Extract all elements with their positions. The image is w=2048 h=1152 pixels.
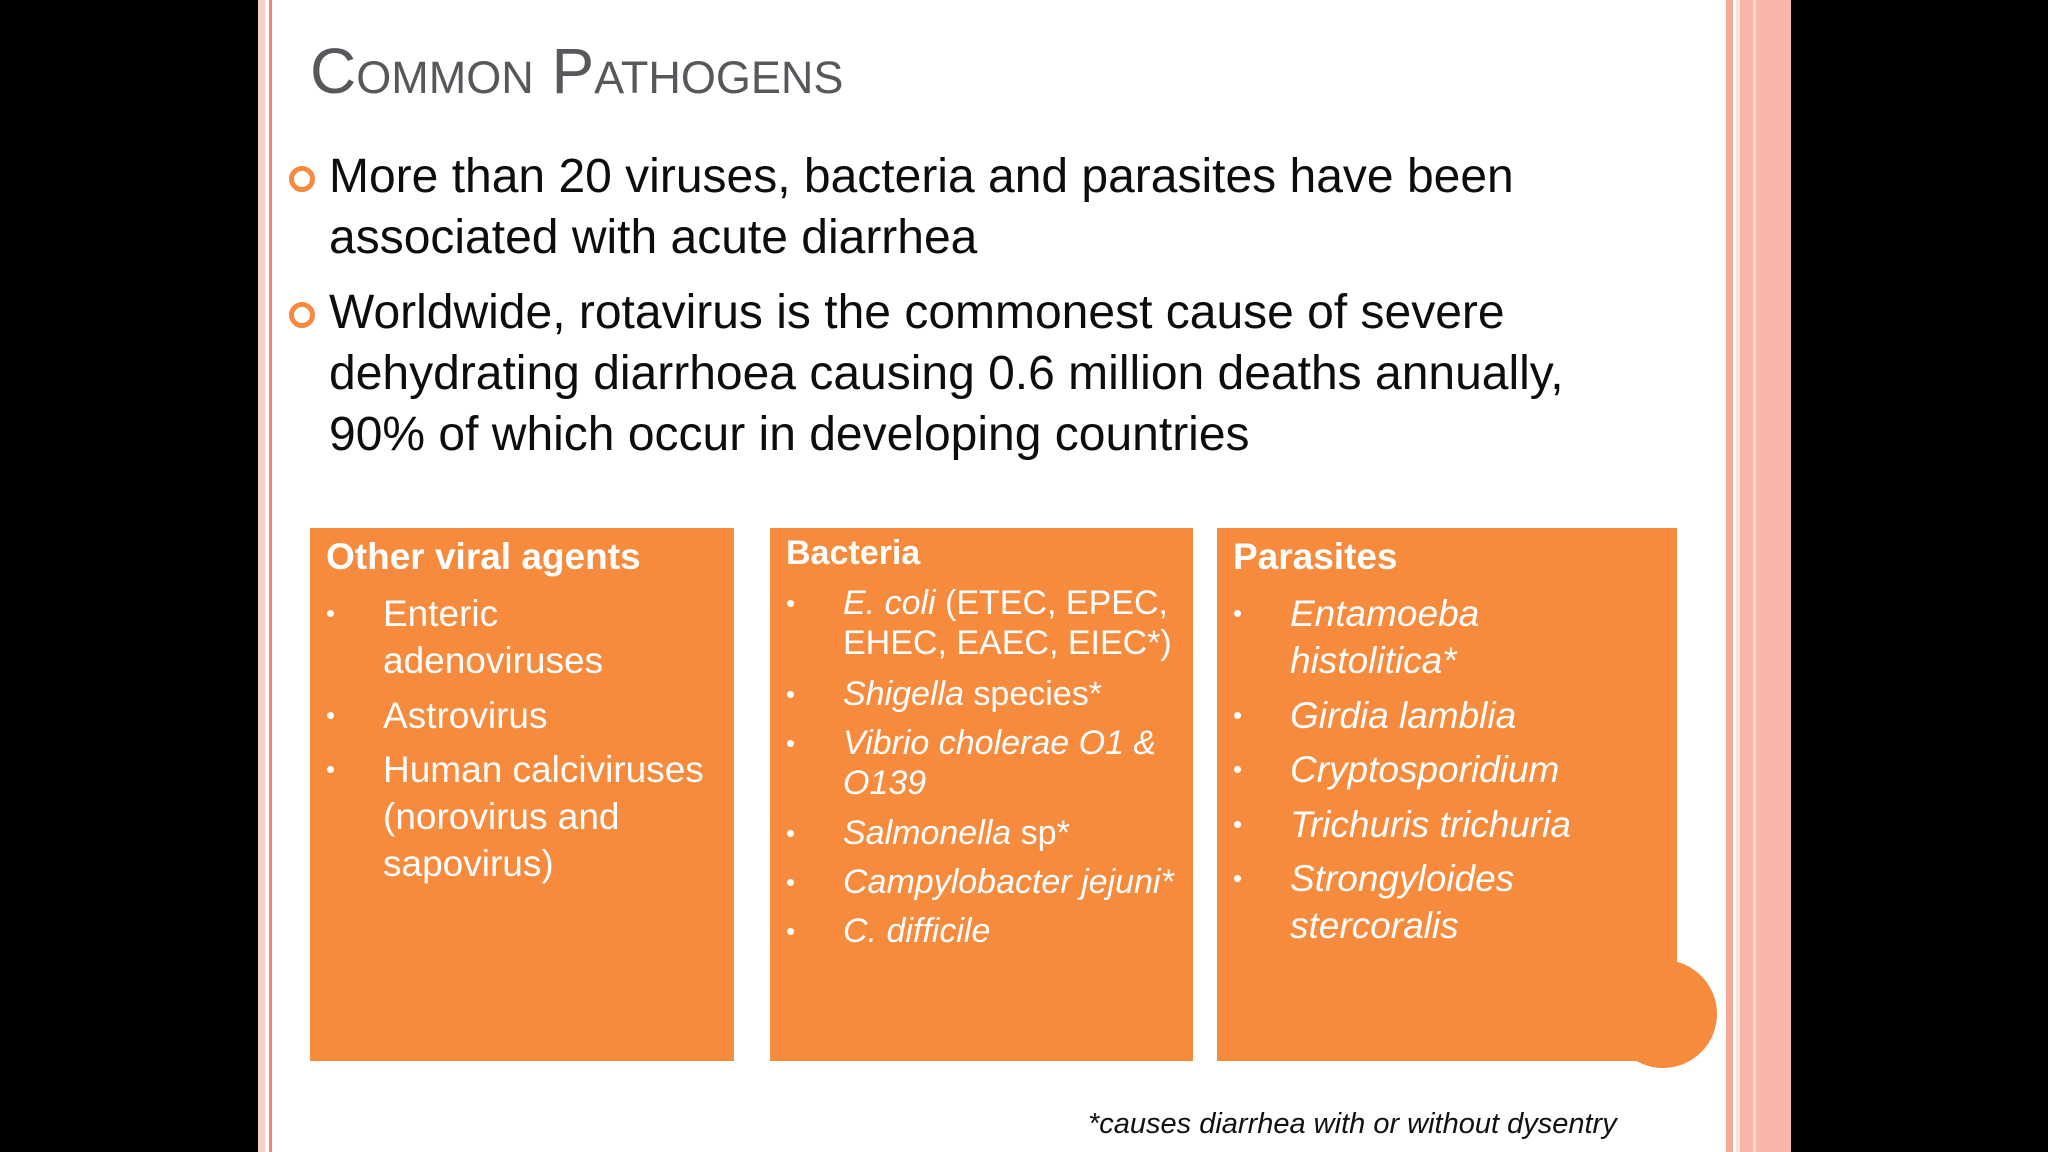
item-rest: species* (963, 675, 1102, 713)
item-italic: E. coli (843, 584, 936, 622)
bullet-dot-icon: • (1233, 700, 1243, 730)
bullet-line: associated with acute diarrhea (329, 211, 978, 264)
item-line: Entamoeba (1290, 593, 1480, 634)
item-text: Astrovirus (383, 695, 548, 736)
bullet-line: 90% of which occur in developing countries (329, 408, 1250, 461)
box-heading: Bacteria (786, 534, 921, 572)
bullet-dot-icon: • (786, 679, 796, 709)
ring-bullet-icon (289, 302, 315, 328)
right-border-band (1740, 0, 1791, 1152)
slide (258, 0, 1791, 1152)
item-line: histolitica* (1290, 640, 1457, 681)
bullet-dot-icon: • (1233, 598, 1243, 628)
left-border-line (269, 0, 272, 1152)
bullet-dot-icon: • (786, 588, 796, 618)
item-text (383, 746, 704, 887)
item-line: Enteric (383, 593, 499, 634)
box-heading: Other viral agents (326, 536, 641, 577)
bullet-line: Worldwide, rotavirus is the commonest cause of severe (329, 286, 1505, 339)
bullet-dot-icon: • (1233, 809, 1243, 839)
bullet-dot-icon: • (786, 728, 796, 758)
bullet-dot-icon: • (786, 916, 796, 946)
viral-agents-box (310, 528, 734, 1061)
item-line: Human calciviruses (383, 749, 704, 790)
bullet-text (329, 282, 1729, 465)
item-text: Girdia lamblia (1290, 695, 1517, 736)
bullet-line: dehydrating diarrhoea causing 0.6 million deaths annually, (329, 347, 1564, 400)
item-line: Strongyloides (1290, 858, 1515, 899)
right-border-line (1753, 0, 1756, 1152)
item-text: Cryptosporidium (1290, 749, 1560, 790)
box-heading: Parasites (1233, 536, 1398, 577)
bullet-dot-icon: • (786, 867, 796, 897)
item-italic: Shigella (843, 675, 964, 713)
item-text (1290, 855, 1514, 949)
item-text (383, 590, 603, 684)
bullet-text (329, 146, 1729, 268)
item-text (843, 813, 1070, 853)
bullet-dot-icon: • (326, 700, 336, 730)
ring-bullet-icon (289, 166, 315, 192)
item-italic: Salmonella (843, 814, 1012, 852)
item-text (843, 723, 1156, 803)
item-italic: Vibrio cholerae O1 & (843, 724, 1157, 762)
item-line: EHEC, EAEC, EIEC*) (843, 624, 1172, 662)
item-line: O139 (843, 764, 927, 802)
item-line: stercoralis (1290, 905, 1459, 946)
item-line: adenoviruses (383, 640, 604, 681)
slide-title: Common Pathogens (310, 35, 844, 107)
bullet-dot-icon: • (326, 754, 336, 784)
bullet-dot-icon: • (1233, 863, 1243, 893)
bacteria-box (770, 528, 1193, 1061)
item-text (843, 674, 1102, 714)
item-line: sapovirus) (383, 843, 554, 884)
item-text (1290, 590, 1479, 684)
item-text: Campylobacter jejuni* (843, 863, 1174, 901)
item-rest: (ETEC, EPEC, (935, 584, 1168, 622)
item-text: Trichuris trichuria (1290, 804, 1571, 845)
parasites-box (1217, 528, 1677, 1061)
bullet-dot-icon: • (326, 598, 336, 628)
item-rest: sp* (1011, 814, 1070, 852)
item-text (843, 583, 1172, 663)
item-line: (norovirus and (383, 796, 620, 837)
footnote: *causes diarrhea with or without dysentry (1088, 1108, 1617, 1140)
item-text: C. difficile (843, 912, 991, 950)
bullet-line: More than 20 viruses, bacteria and parasites have been (329, 150, 1514, 203)
bullet-dot-icon: • (786, 818, 796, 848)
bullet-dot-icon: • (1233, 754, 1243, 784)
left-border-stripe (258, 0, 265, 1152)
